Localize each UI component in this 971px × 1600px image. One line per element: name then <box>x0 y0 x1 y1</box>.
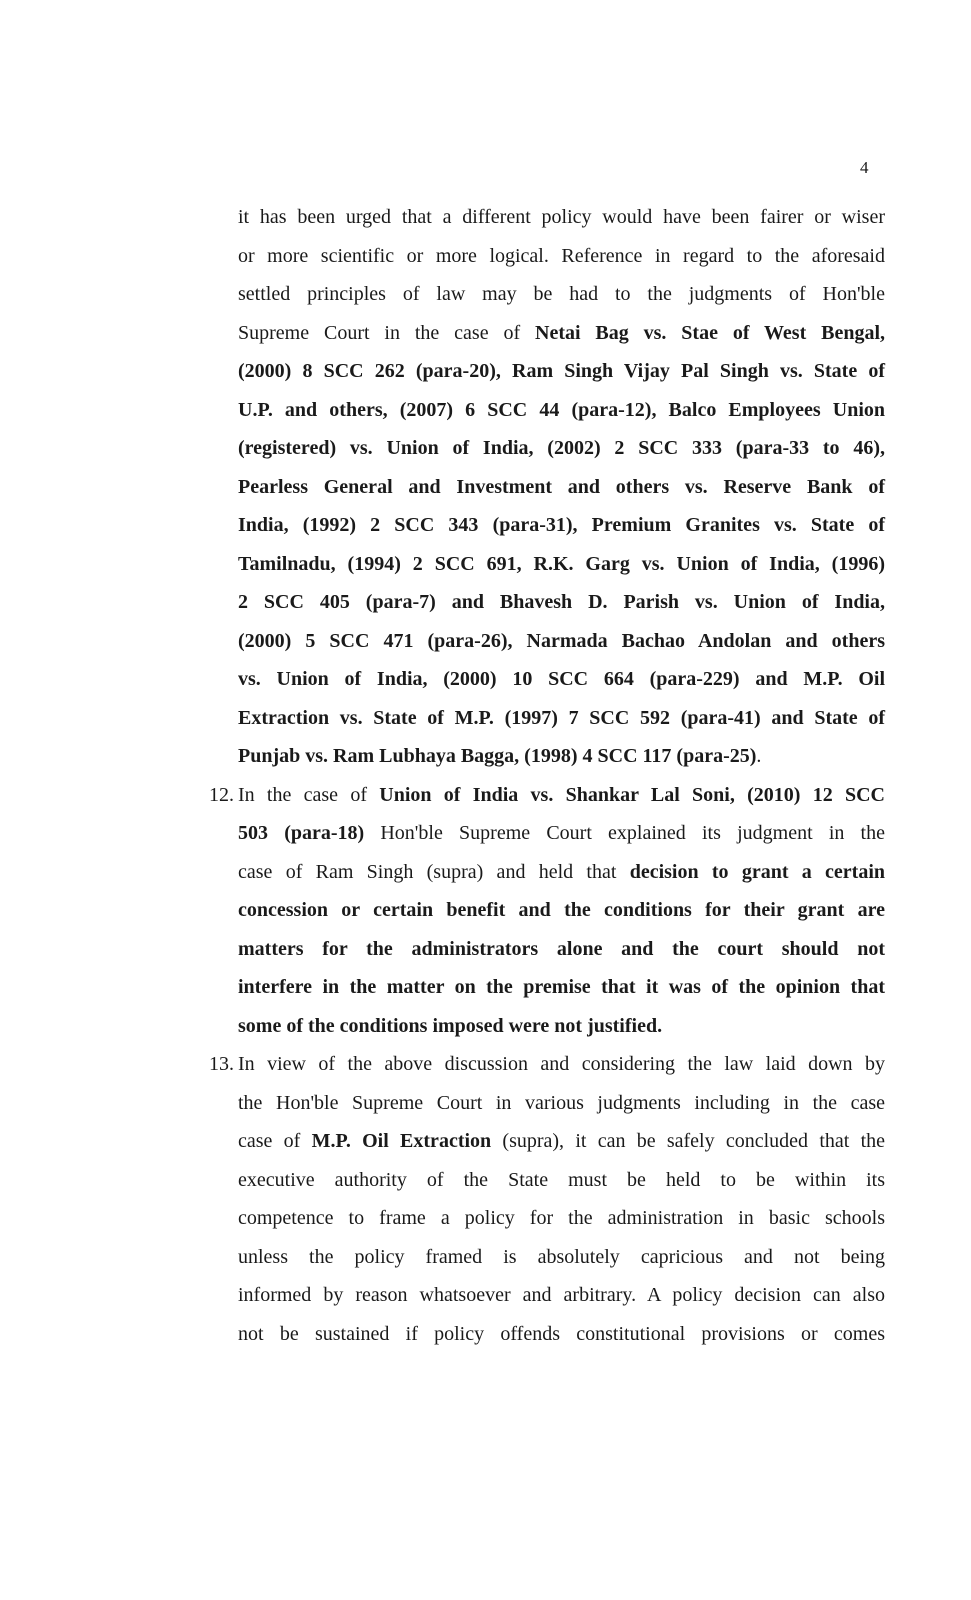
bold-citation-text: 503 (para-18) <box>238 822 365 844</box>
plain-text: case of Ram Singh (supra) and held that <box>238 860 630 883</box>
plain-text: case of <box>238 1130 312 1152</box>
page-number: 4 <box>860 158 869 177</box>
text-line <box>209 1045 885 1084</box>
paragraph-number: 12. <box>209 783 234 806</box>
text-line <box>238 1276 885 1315</box>
bold-citation-text: matters for the administrators alone and the court should not <box>238 937 885 960</box>
bold-citation-text: (2000) 5 SCC 471 (para-26), Narmada Bachao Andolan and others <box>238 629 885 652</box>
bold-citation-text: some of the conditions imposed were not justified. <box>238 1014 663 1037</box>
plain-text: executive authority of the State must be held to be within its <box>238 1168 885 1191</box>
plain-text: not be sustained if policy offends constitutional provisions or comes <box>238 1322 885 1345</box>
bold-citation-text: M.P. Oil Extraction <box>311 1130 492 1152</box>
text-line <box>238 1161 885 1200</box>
text-line <box>238 891 885 930</box>
text-line <box>238 699 885 738</box>
text-line <box>209 776 885 815</box>
text-line <box>238 429 885 468</box>
text-line <box>238 583 885 622</box>
text-line <box>238 660 885 699</box>
plain-text: or more scientific or more logical. Reference in regard to the aforesaid <box>238 244 885 267</box>
bold-citation-text: India, (1992) 2 SCC 343 (para-31), Premium Granites vs. State of <box>238 514 885 536</box>
bold-citation-text: Pearless General and Investment and others vs. Reserve Bank of <box>238 475 885 498</box>
text-line <box>238 237 885 276</box>
text-line <box>238 968 885 1007</box>
bold-citation-text: U.P. and others, (2007) 6 SCC 44 (para-12), Balco Employees Union <box>238 398 885 421</box>
plain-text: Supreme Court in the case of <box>238 321 535 344</box>
plain-text: (supra), it can be safely concluded that the <box>491 1130 885 1152</box>
text-line <box>238 545 885 584</box>
bold-citation-text: vs. Union of India, (2000) 10 SCC 664 (para-229) and M.P. Oil <box>238 668 885 690</box>
text-line <box>238 930 885 969</box>
bold-citation-text: Tamilnadu, (1994) 2 SCC 691, R.K. Garg vs. Union of India, (1996) <box>238 552 885 575</box>
plain-text: unless the policy framed is absolutely capricious and not being <box>238 1245 885 1268</box>
text-line <box>238 198 885 237</box>
judgment-body-text <box>209 198 886 1353</box>
bold-citation-text: 2 SCC 405 (para-7) and Bhavesh D. Parish vs. Union of India, <box>238 591 885 613</box>
bold-citation-text: decision to grant a certain <box>629 860 886 883</box>
bold-citation-text: Punjab vs. Ram Lubhaya Bagga, (1998) 4 SCC 117 (para-25) <box>238 745 757 767</box>
text-line <box>238 468 885 507</box>
paragraph-number: 13. <box>209 1053 234 1075</box>
text-line <box>238 622 885 661</box>
plain-text: Hon'ble Supreme Court explained its judgment in the <box>364 822 885 844</box>
text-line <box>238 352 885 391</box>
bold-citation-text: Extraction vs. State of M.P. (1997) 7 SCC 592 (para-41) and State of <box>238 706 885 729</box>
bold-citation-text: Union of India vs. Shankar Lal Soni, (2010) 12 SCC <box>379 783 885 806</box>
plain-text: In the case of <box>238 783 380 806</box>
plain-text: it has been urged that a different policy would have been fairer or wiser <box>238 206 885 228</box>
text-line <box>238 1315 885 1354</box>
plain-text: In view of the above discussion and considering the law laid down by <box>238 1053 885 1075</box>
bold-citation-text: (2000) 8 SCC 262 (para-20), Ram Singh Vijay Pal Singh vs. State of <box>238 360 885 382</box>
plain-text: the Hon'ble Supreme Court in various judgments including in the case <box>238 1091 885 1114</box>
text-line <box>238 1084 885 1123</box>
text-line <box>238 506 885 545</box>
text-line <box>238 275 885 314</box>
text-line <box>238 1122 885 1161</box>
text-line <box>238 1007 885 1046</box>
text-line <box>238 1238 885 1277</box>
text-line <box>238 314 885 353</box>
text-line <box>238 737 885 776</box>
bold-citation-text: concession or certain benefit and the conditions for their grant are <box>238 899 885 921</box>
plain-text: informed by reason whatsoever and arbitrary. A policy decision can also <box>238 1284 885 1306</box>
text-line <box>238 814 885 853</box>
bold-citation-text: Netai Bag vs. Stae of West Bengal, <box>535 321 886 344</box>
plain-text: settled principles of law may be had to the judgments of Hon'ble <box>238 283 885 305</box>
plain-text: . <box>756 745 762 767</box>
text-line <box>238 391 885 430</box>
bold-citation-text: (registered) vs. Union of India, (2002) 2 SCC 333 (para-33 to 46), <box>238 437 885 459</box>
bold-citation-text: interfere in the matter on the premise that it was of the opinion that <box>238 976 885 998</box>
text-line <box>238 853 885 892</box>
text-line <box>238 1199 885 1238</box>
plain-text: competence to frame a policy for the administration in basic schools <box>238 1207 885 1229</box>
